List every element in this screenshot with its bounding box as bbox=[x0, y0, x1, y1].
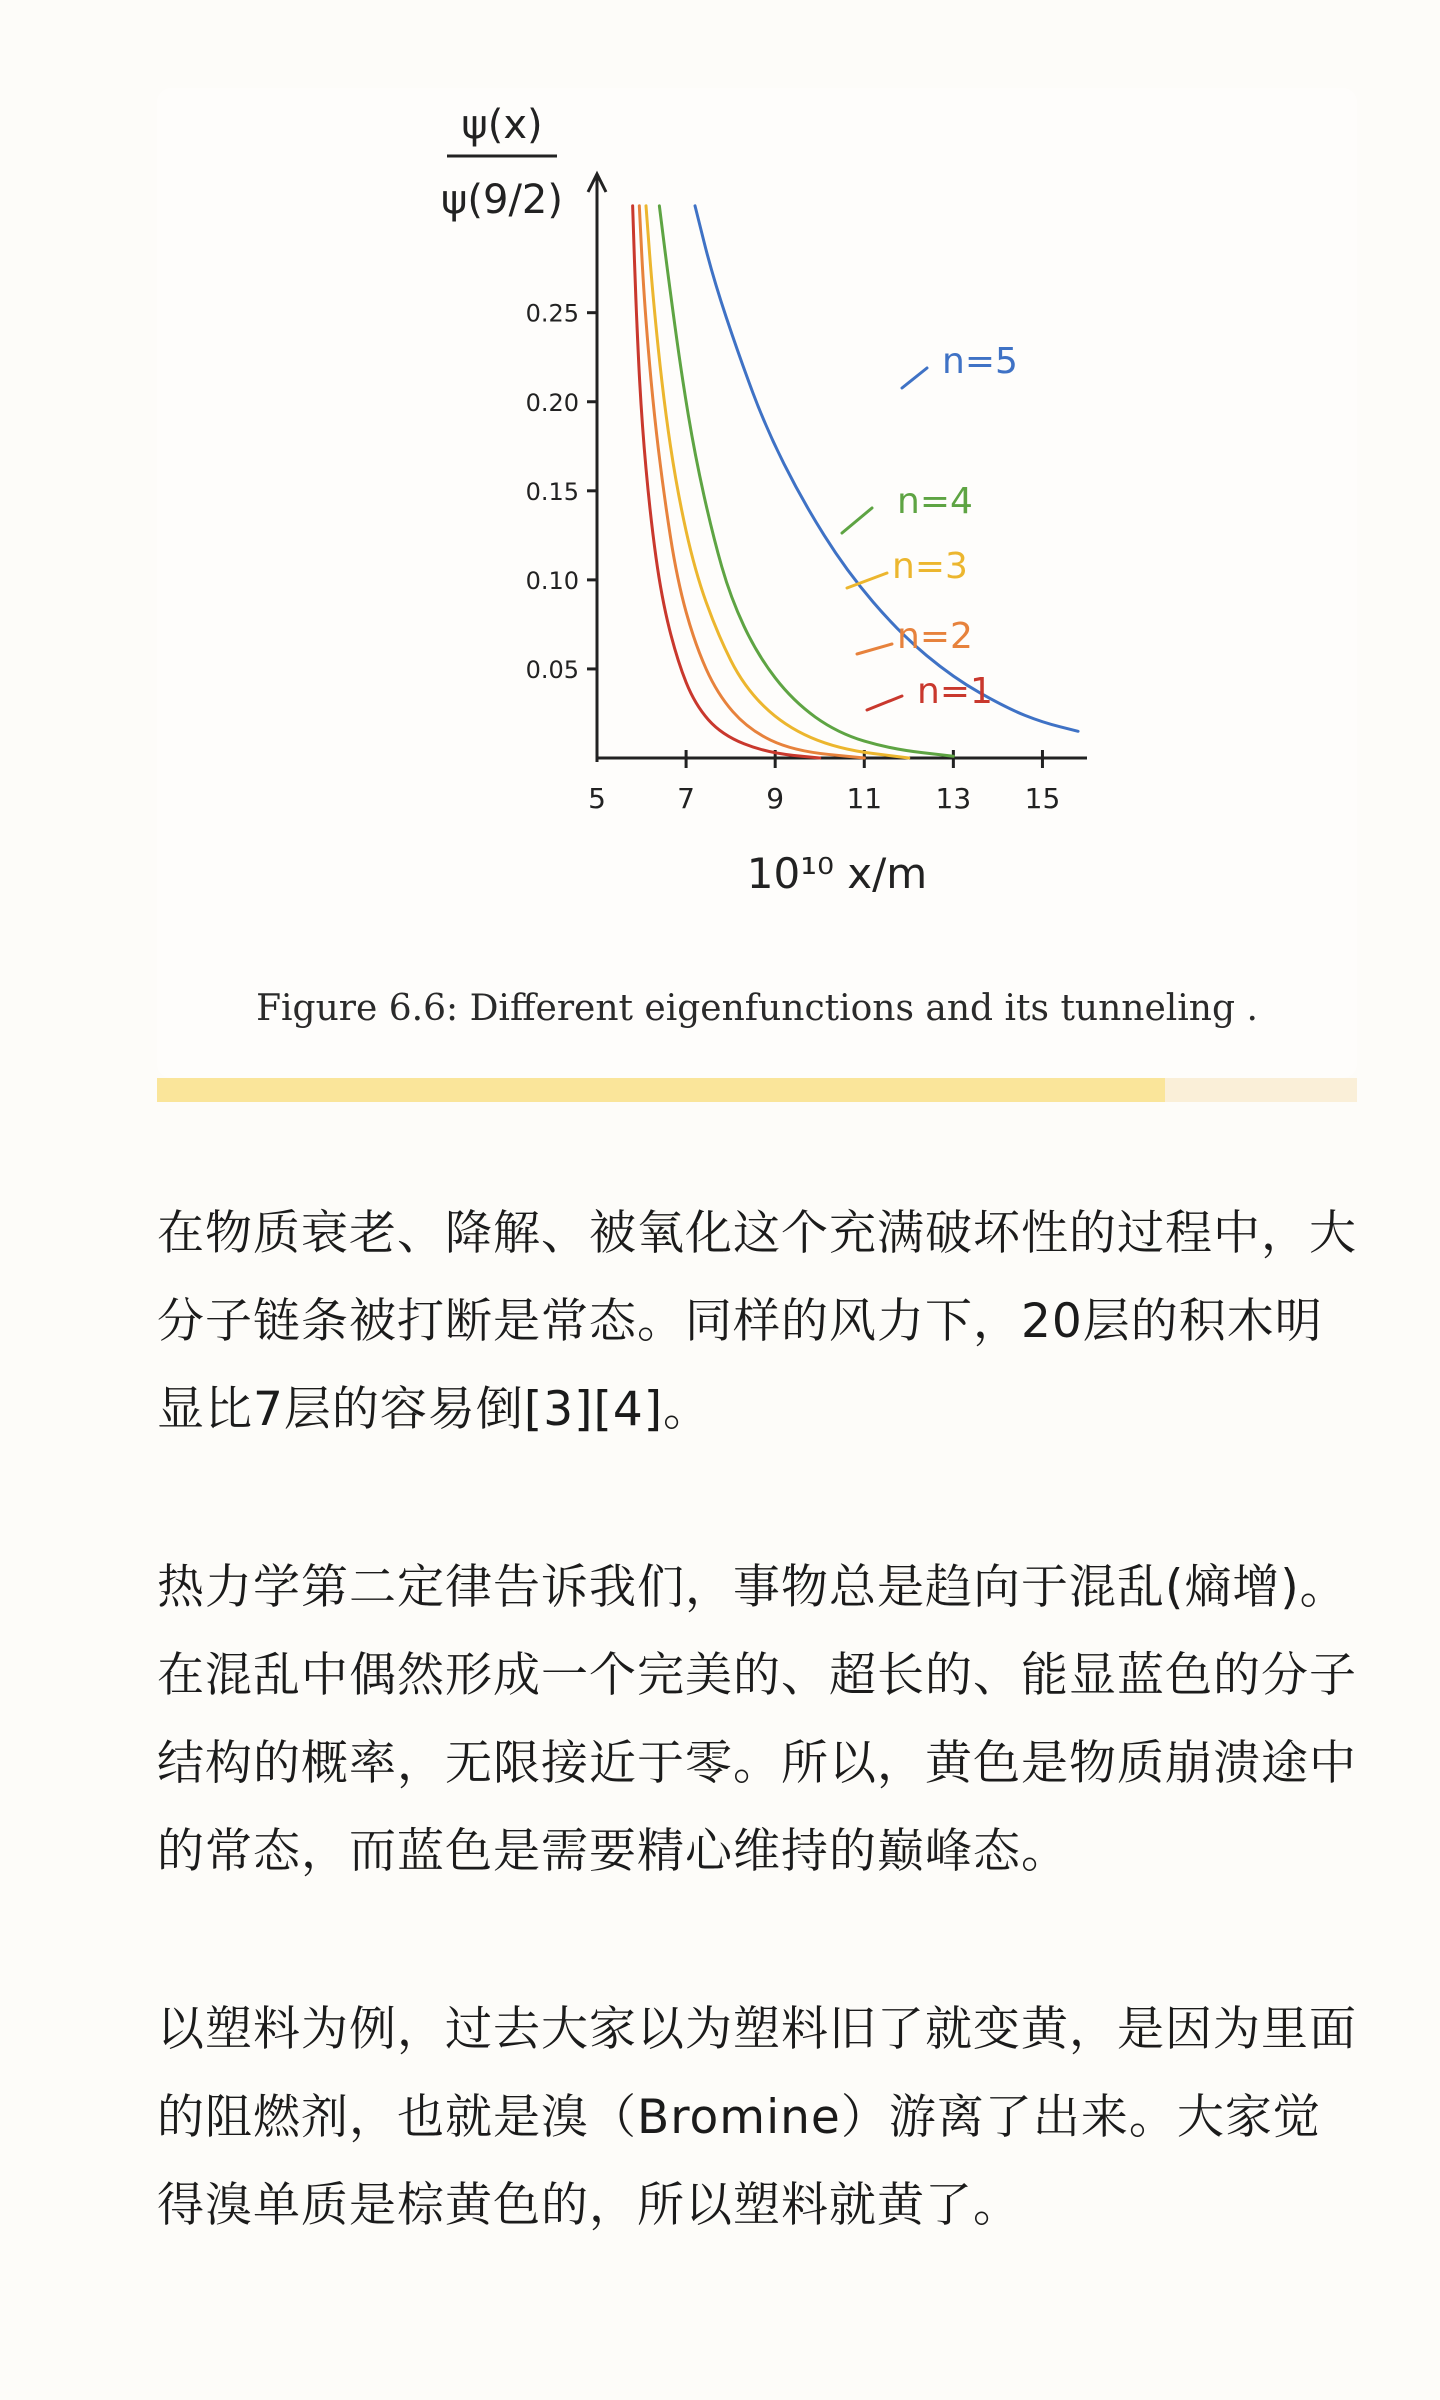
curve-label: n=3 bbox=[892, 546, 968, 587]
eigenfunction-chart bbox=[157, 88, 1357, 988]
article-paragraph: 在物质衰老、降解、被氧化这个充满破坏性的过程中，大分子链条被打断是常态。同样的风力下，20层的积木明显比7层的容易倒[3][4]。 bbox=[157, 1206, 1357, 1437]
curve-label: n=4 bbox=[897, 481, 973, 522]
y-axis-label-numerator: ψ(x) bbox=[461, 102, 543, 148]
x-axis-label: 10¹⁰ x/m bbox=[746, 849, 928, 898]
curve-label-leader bbox=[842, 508, 872, 533]
curve-label-leader bbox=[867, 696, 902, 710]
series-line-n3 bbox=[646, 206, 909, 758]
x-tick-label: 7 bbox=[677, 782, 696, 815]
reading-progress-fill bbox=[157, 1078, 1165, 1102]
x-tick-label: 11 bbox=[846, 782, 883, 815]
reading-progress-bar bbox=[157, 1078, 1357, 1102]
y-tick-label: 0.05 bbox=[525, 655, 579, 684]
x-tick-label: 5 bbox=[588, 782, 606, 815]
curve-label-leader bbox=[857, 644, 892, 654]
curve-label: n=2 bbox=[897, 616, 973, 657]
curve-label: n=5 bbox=[942, 341, 1018, 382]
y-axis-label-denominator: ψ(9/2) bbox=[441, 177, 563, 223]
y-tick-label: 0.10 bbox=[525, 566, 579, 595]
article-body bbox=[157, 1190, 1367, 2340]
curve-label-leader bbox=[902, 368, 927, 388]
y-tick-label: 0.20 bbox=[525, 388, 579, 417]
curve-label: n=1 bbox=[917, 671, 993, 712]
x-tick-label: 13 bbox=[935, 782, 972, 815]
y-tick-label: 0.25 bbox=[525, 299, 579, 328]
y-tick-label: 0.15 bbox=[525, 477, 579, 506]
figure-card bbox=[157, 88, 1357, 1078]
series-line-n5 bbox=[695, 206, 1078, 731]
article-paragraph: 热力学第二定律告诉我们，事物总是趋向于混乱(熵增)。在混乱中偶然形成一个完美的、超长的、能显蓝色的分子结构的概率，无限接近于零。所以，黄色是物质崩溃途中的常态，而蓝色是需要精心维持的巅峰态。 bbox=[157, 1560, 1357, 1879]
x-tick-label: 9 bbox=[766, 782, 785, 815]
figure-caption: Figure 6.6: Different eigenfunctions and its tunneling . bbox=[256, 988, 1258, 1029]
x-tick-label: 15 bbox=[1024, 782, 1061, 815]
series-line-n2 bbox=[639, 206, 864, 758]
article-paragraph: 以塑料为例，过去大家以为塑料旧了就变黄，是因为里面的阻燃剂，也就是溴（Bromine）游离了出来。大家觉得溴单质是棕黄色的，所以塑料就黄了。 bbox=[157, 2002, 1357, 2233]
